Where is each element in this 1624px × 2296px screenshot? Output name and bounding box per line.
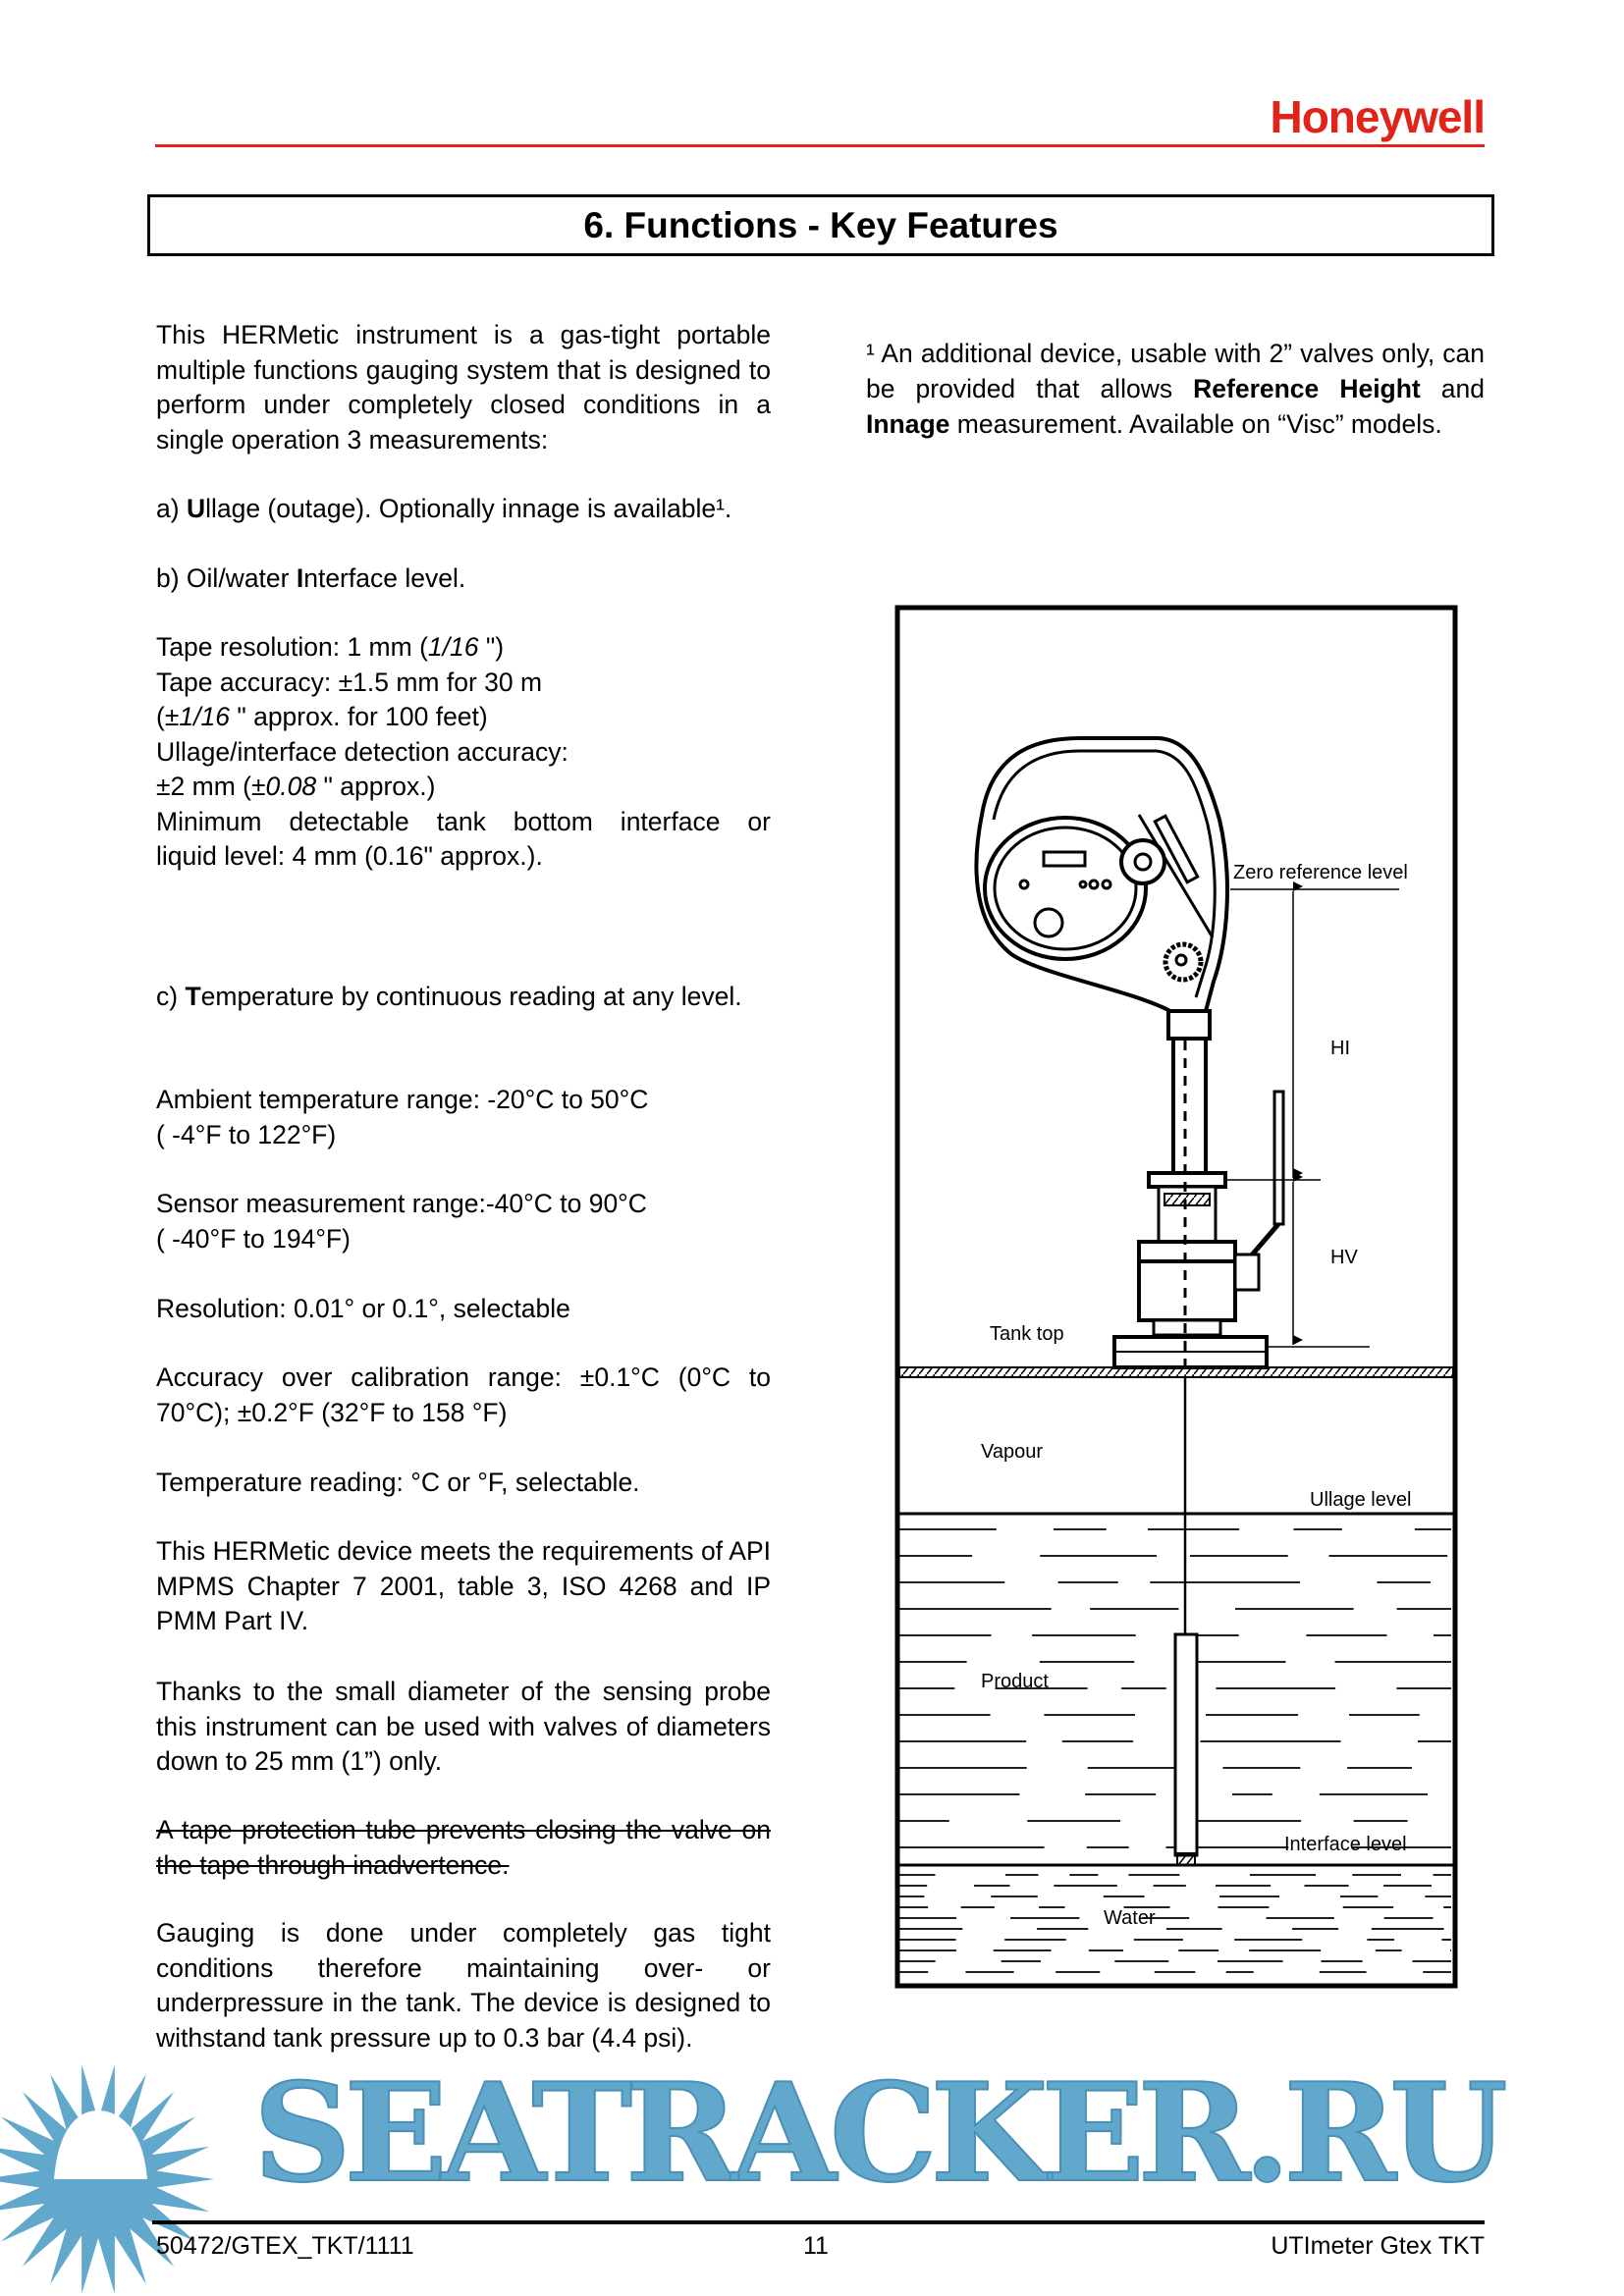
text: a) (156, 494, 187, 523)
text: " approx. for 100 feet) (229, 702, 488, 731)
interface-level-label: Interface level (1284, 1834, 1407, 1855)
ullage-level-label: Ullage level (1310, 1489, 1412, 1511)
text: ") (478, 632, 505, 662)
spec-line: Ullage/interface detection accuracy: (156, 736, 568, 767)
header-divider (155, 144, 1485, 147)
gauge-device (976, 738, 1283, 1367)
resolution: Resolution: 0.01° or 0.1°, selectable (156, 1294, 570, 1323)
text: ( -4°F to 122°F) (156, 1119, 337, 1149)
section-title: 6. Functions - Key Features (147, 194, 1494, 256)
honeywell-logo: Honeywell (1270, 91, 1485, 142)
struck-paragraph: A tape protection tube prevents closing the valve on the tape through inadvertence. (156, 1815, 771, 1880)
text: Sensor measurement range:-40°C to 90°C (156, 1189, 647, 1218)
tape-specs (156, 630, 771, 875)
document-id: 50472/GTEX_TKT/1111 (156, 2232, 414, 2260)
ambient-range (156, 1083, 771, 1152)
gauging-paragraph: Gauging is done under completely gas tight conditions therefore maintaining over- or underpressure in the tank. The device is designed to withstand tank pressure up to 0.3 bar (4.4 psi). (156, 1918, 771, 2053)
liquid-lines (899, 1529, 1451, 1972)
temp-reading: Temperature reading: °C or °F, selectable. (156, 1468, 640, 1497)
sensor-range (156, 1187, 771, 1256)
hv-label: HV (1330, 1247, 1358, 1268)
diagram-frame (897, 608, 1455, 1986)
spec-line: Tape accuracy: ±1.5 mm for 30 m (156, 667, 543, 697)
spec-line (156, 770, 771, 805)
text: nterface level. (303, 563, 466, 593)
product-label: Product (981, 1671, 1049, 1692)
bold-text: Reference Height (1193, 374, 1421, 403)
sensing-probe (1175, 1634, 1197, 1855)
tank-top-label: Tank top (990, 1323, 1064, 1345)
diameter-paragraph: Thanks to the small diameter of the sensing probe this instrument can be used with valves of diameters down to 25 mm (1”) only. (156, 1677, 771, 1776)
hi-label: HI (1330, 1038, 1350, 1059)
text: llage (outage). Optionally innage is available¹. (205, 494, 732, 523)
text: emperature by continuous reading at any level. (200, 982, 742, 1011)
text: ( -40°F to 194°F) (156, 1223, 351, 1254)
bold-letter: T (185, 982, 201, 1011)
bold-text: Innage (866, 409, 950, 439)
text: Tape resolution: 1 mm ( (156, 632, 428, 662)
product-name: UTImeter Gtex TKT (1271, 2232, 1485, 2260)
text: (± (156, 702, 180, 731)
bold-letter: U (186, 494, 206, 523)
interface-item (156, 561, 771, 597)
probe-tip (1177, 1853, 1195, 1865)
spec-line: liquid level: 4 mm (0.16" approx.). (156, 841, 543, 871)
text: 0.08 (265, 772, 317, 801)
text: ±2 mm (± (156, 772, 266, 801)
water-label: Water (1104, 1907, 1156, 1929)
text: and (1420, 374, 1486, 403)
accuracy: Accuracy over calibration range: ±0.1°C (0°C to 70°C); ±0.2°F (32°F to 158 °F) (156, 1362, 771, 1427)
text: ¹ An additional device, usable with 2” valves only, can be provided that allows (866, 339, 1485, 403)
ullage-item (156, 492, 771, 527)
text: " approx.) (316, 772, 436, 801)
sun-watermark-icon (0, 2061, 245, 2296)
text: 1/16 (179, 702, 230, 731)
zero-reference-label: Zero reference level (1233, 862, 1408, 883)
watermark-text: SEATRACKER.RU (253, 2053, 1501, 2213)
text: Ambient temperature range: -20°C to 50°C (156, 1085, 649, 1114)
tank-top-plate (899, 1367, 1453, 1377)
requirements-paragraph: This HERMetic device meets the requirements of API MPMS Chapter 7 2001, table 3, ISO 4268 and IP PMM Part IV. (156, 1536, 771, 1635)
footnote (866, 336, 1485, 442)
dimension-lines (1225, 889, 1399, 1347)
spec-line: Minimum detectable tank bottom interface or (156, 806, 771, 836)
spec-line (156, 630, 771, 666)
text: b) Oil/water (156, 563, 297, 593)
page-number: 11 (803, 2232, 829, 2260)
bold-letter: I (296, 563, 304, 593)
footer-divider (152, 2220, 1485, 2224)
text: 1/16 (427, 632, 479, 662)
temperature-item (156, 980, 771, 1015)
text: c) (156, 982, 186, 1011)
spec-line (156, 700, 771, 735)
vapour-label: Vapour (981, 1441, 1044, 1463)
text: measurement. Available on “Visc” models. (949, 409, 1442, 439)
intro-paragraph: This HERMetic instrument is a gas-tight portable multiple functions gauging system that is designed to perform under completely closed conditions in a single operation 3 measurements: (156, 320, 771, 454)
